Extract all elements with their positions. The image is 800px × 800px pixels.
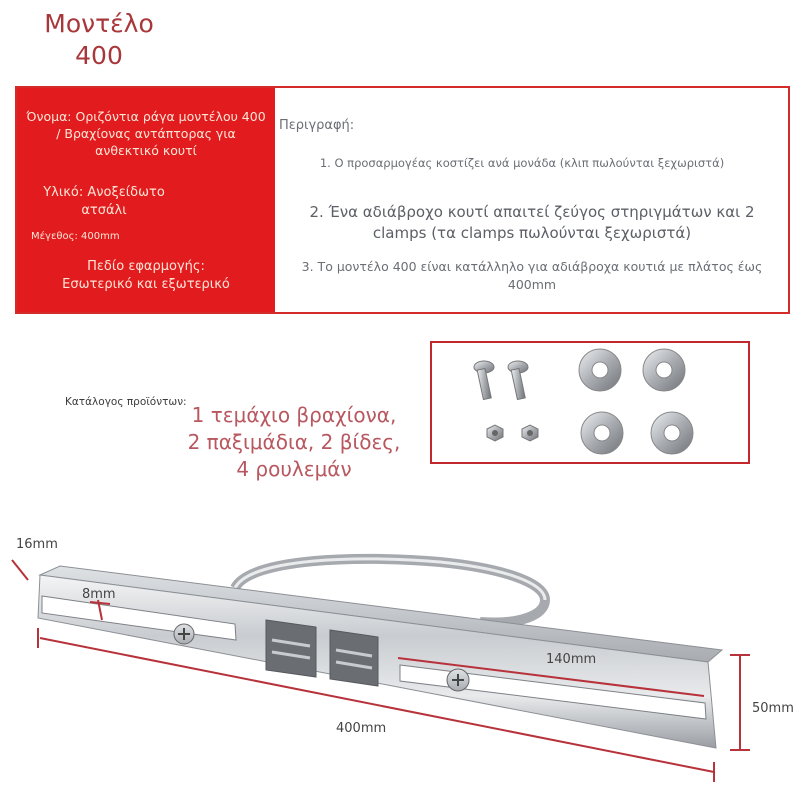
catalog-label: Κατάλογος προϊόντων: — [65, 396, 187, 408]
product-title — [34, 8, 164, 72]
description-item-1: 1. Ο προσαρμογέας κοστίζει ανά μονάδα (κλιπ πωλούνται ξεχωριστά) — [319, 156, 725, 170]
product-usage — [17, 258, 275, 294]
material-line-2: ατσάλι — [81, 203, 127, 218]
screw-icon — [508, 361, 528, 399]
dimension-height: 50mm — [752, 701, 794, 716]
product-material — [39, 184, 169, 220]
description-label: Περιγραφή: — [279, 118, 355, 133]
usage-line-1: Πεδίο εφαρμογής: — [87, 259, 205, 274]
washer-icon — [579, 349, 621, 391]
title-line-2: 400 — [75, 41, 123, 70]
title-line-1: Μοντέλο — [44, 9, 154, 38]
dimension-slot-length: 140mm — [546, 652, 597, 667]
rail-screw-icon — [447, 669, 469, 691]
screw-icon — [474, 361, 494, 399]
hardware-photo-box — [430, 341, 750, 464]
dimension-length: 400mm — [336, 721, 387, 736]
dimension-thickness: 16mm — [16, 537, 58, 552]
washer-icon — [643, 349, 685, 391]
spec-red-panel — [17, 88, 275, 312]
spec-panel — [15, 86, 790, 314]
clip-window-2 — [330, 630, 378, 686]
dimension-slot-width: 8mm — [82, 587, 116, 602]
rail-screw-icon — [174, 624, 194, 644]
hardware-illustration — [432, 343, 748, 462]
rail-bracket-illustration — [0, 500, 800, 800]
product-name: Όνομα: Οριζόντια ράγα μοντέλου 400 / Βραχίονας αντάπτορας για ανθεκτικό κουτί — [26, 109, 266, 158]
usage-line-2: Εσωτερικό και εξωτερικό — [62, 277, 230, 292]
description-item-2: 2. Ένα αδιάβροχο κουτί απαιτεί ζεύγος στηριγμάτων και 2 clamps (τα clamps πωλούνται ξεχωριστά) — [309, 203, 755, 242]
clip-window-1 — [266, 620, 316, 677]
product-size: Μέγεθος: 400mm — [31, 231, 120, 242]
description-item-3: 3. Το μοντέλο 400 είναι κατάλληλο για αδιάβροχα κουτιά με πλάτος έως 400mm — [301, 259, 763, 292]
material-line-1: Υλικό: Ανοξείδωτο — [43, 185, 165, 200]
package-contents: 1 τεμάχιο βραχίονα, 2 παξιμάδια, 2 βίδες, 4 ρουλεμάν — [187, 403, 401, 481]
washer-icon — [581, 412, 623, 454]
washer-icon — [651, 412, 693, 454]
